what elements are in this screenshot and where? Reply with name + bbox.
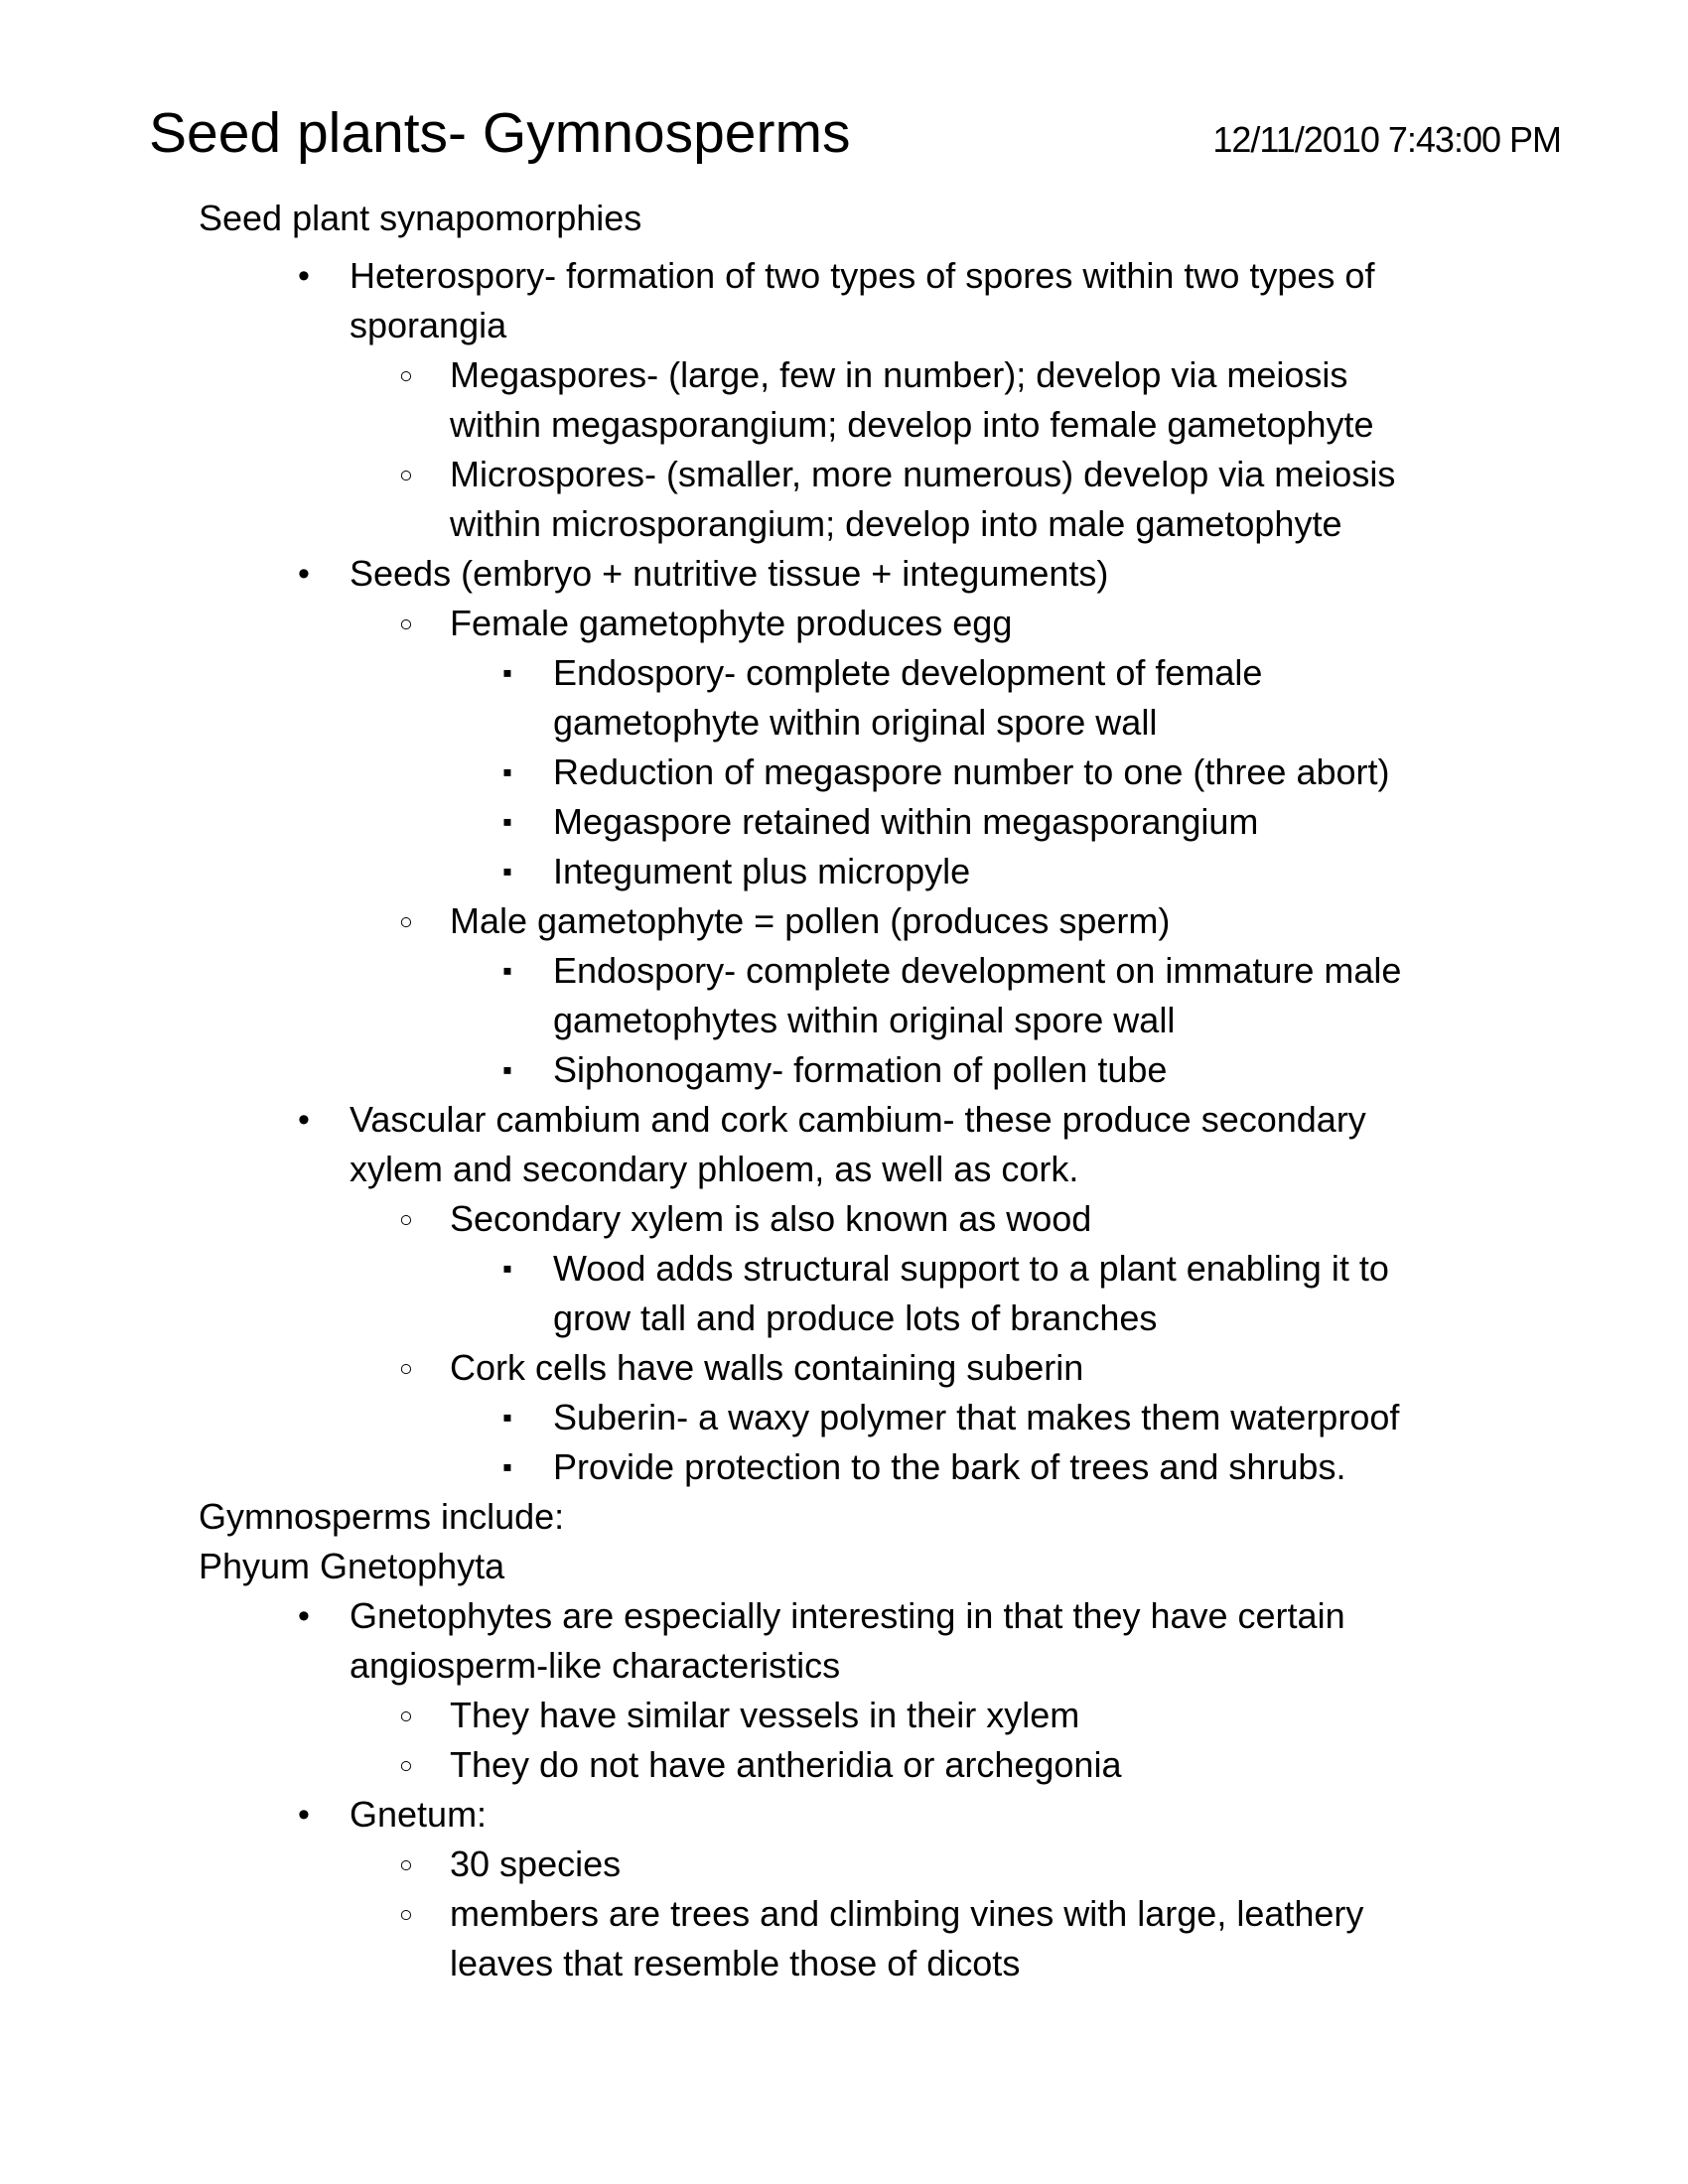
list-item xyxy=(0,1442,1688,1492)
circle-bullet-icon: ○ xyxy=(399,1851,413,1877)
item-text: Gnetum: xyxy=(350,1794,488,1835)
square-bullet-icon: ▪ xyxy=(502,806,512,837)
item-text: 30 species xyxy=(450,1843,622,1884)
item-text: They do not have antheridia or archegonia xyxy=(450,1744,1122,1785)
circle-bullet-icon: ○ xyxy=(399,611,413,636)
list-item xyxy=(0,1194,1688,1244)
document-body xyxy=(0,194,1688,1988)
item-text: Gymnosperms include: xyxy=(199,1496,565,1537)
square-bullet-icon: ▪ xyxy=(502,756,512,787)
disc-bullet-icon: • xyxy=(298,1796,310,1834)
disc-bullet-icon: • xyxy=(298,257,310,295)
item-text: Provide protection to the bark of trees and shrubs. xyxy=(553,1446,1346,1487)
item-text: Cork cells have walls containing suberin xyxy=(450,1347,1084,1388)
square-bullet-icon: ▪ xyxy=(502,856,512,887)
square-bullet-icon: ▪ xyxy=(502,1253,512,1284)
list-item xyxy=(0,1244,1688,1343)
item-text: Seed plant synapomorphies xyxy=(199,198,642,238)
list-item xyxy=(0,946,1688,1045)
list-item xyxy=(0,1095,1688,1194)
circle-bullet-icon: ○ xyxy=(399,1901,413,1927)
item-text: Seeds (embryo + nutritive tissue + integuments) xyxy=(350,553,1109,594)
list-item xyxy=(0,251,1688,350)
item-text: Female gametophyte produces egg xyxy=(450,603,1013,643)
list-item xyxy=(0,1790,1688,1840)
circle-bullet-icon: ○ xyxy=(399,1703,413,1728)
paragraph xyxy=(0,194,1688,243)
list-item xyxy=(0,350,1688,450)
list-item xyxy=(0,1343,1688,1393)
disc-bullet-icon: • xyxy=(298,1597,310,1635)
item-text: Integument plus micropyle xyxy=(553,851,971,891)
list-item xyxy=(0,1840,1688,1889)
disc-bullet-icon: • xyxy=(298,1101,310,1139)
list-item xyxy=(0,450,1688,549)
document-timestamp: 12/11/2010 7:43:00 PM xyxy=(1212,119,1561,160)
item-text: Reduction of megaspore number to one (three abort) xyxy=(553,751,1390,792)
square-bullet-icon: ▪ xyxy=(502,955,512,986)
circle-bullet-icon: ○ xyxy=(399,908,413,934)
item-text: Endospory- complete development on immature male gametophytes within original spore wall xyxy=(553,950,1402,1040)
item-text: members are trees and climbing vines with large, leathery leaves that resemble those of dicots xyxy=(450,1893,1364,1983)
list-item xyxy=(0,1591,1688,1691)
circle-bullet-icon: ○ xyxy=(399,1752,413,1778)
list-item xyxy=(0,1889,1688,1988)
item-text: Heterospory- formation of two types of spores within two types of sporangia xyxy=(350,255,1375,345)
item-text: Siphonogamy- formation of pollen tube xyxy=(553,1049,1168,1090)
item-text: Vascular cambium and cork cambium- these produce secondary xylem and secondary phloem, as well as cork. xyxy=(350,1099,1366,1189)
list-item xyxy=(0,1393,1688,1442)
square-bullet-icon: ▪ xyxy=(502,657,512,688)
item-text: Phyum Gnetophyta xyxy=(199,1546,505,1586)
item-text: Gnetophytes are especially interesting in that they have certain angiosperm-like characteristics xyxy=(350,1595,1345,1686)
page-title: Seed plants- Gymnosperms xyxy=(149,101,851,165)
square-bullet-icon: ▪ xyxy=(502,1402,512,1433)
disc-bullet-icon: • xyxy=(298,555,310,593)
list-item xyxy=(0,648,1688,748)
circle-bullet-icon: ○ xyxy=(399,1206,413,1232)
item-text: Suberin- a waxy polymer that makes them waterproof xyxy=(553,1397,1400,1437)
item-text: Wood adds structural support to a plant enabling it to grow tall and produce lots of branches xyxy=(553,1248,1389,1338)
item-text: Secondary xylem is also known as wood xyxy=(450,1198,1092,1239)
square-bullet-icon: ▪ xyxy=(502,1451,512,1482)
circle-bullet-icon: ○ xyxy=(399,1355,413,1381)
circle-bullet-icon: ○ xyxy=(399,362,413,388)
item-text: They have similar vessels in their xylem xyxy=(450,1695,1080,1735)
list-item xyxy=(0,1691,1688,1740)
item-text: Megaspore retained within megasporangium xyxy=(553,801,1259,842)
item-text: Male gametophyte = pollen (produces sperm) xyxy=(450,900,1171,941)
paragraph xyxy=(0,1542,1688,1591)
circle-bullet-icon: ○ xyxy=(399,462,413,487)
list-item xyxy=(0,549,1688,599)
paragraph xyxy=(0,1492,1688,1542)
list-item xyxy=(0,1740,1688,1790)
square-bullet-icon: ▪ xyxy=(502,1054,512,1085)
list-item xyxy=(0,797,1688,847)
list-item xyxy=(0,748,1688,797)
item-text: Microspores- (smaller, more numerous) develop via meiosis within microsporangium; develop into male gametophyte xyxy=(450,454,1396,544)
list-item xyxy=(0,896,1688,946)
item-text: Endospory- complete development of female gametophyte within original spore wall xyxy=(553,652,1263,743)
list-item xyxy=(0,599,1688,648)
item-text: Megaspores- (large, few in number); develop via meiosis within megasporangium; develop into female gametophyte xyxy=(450,354,1374,445)
list-item xyxy=(0,847,1688,896)
list-item xyxy=(0,1045,1688,1095)
